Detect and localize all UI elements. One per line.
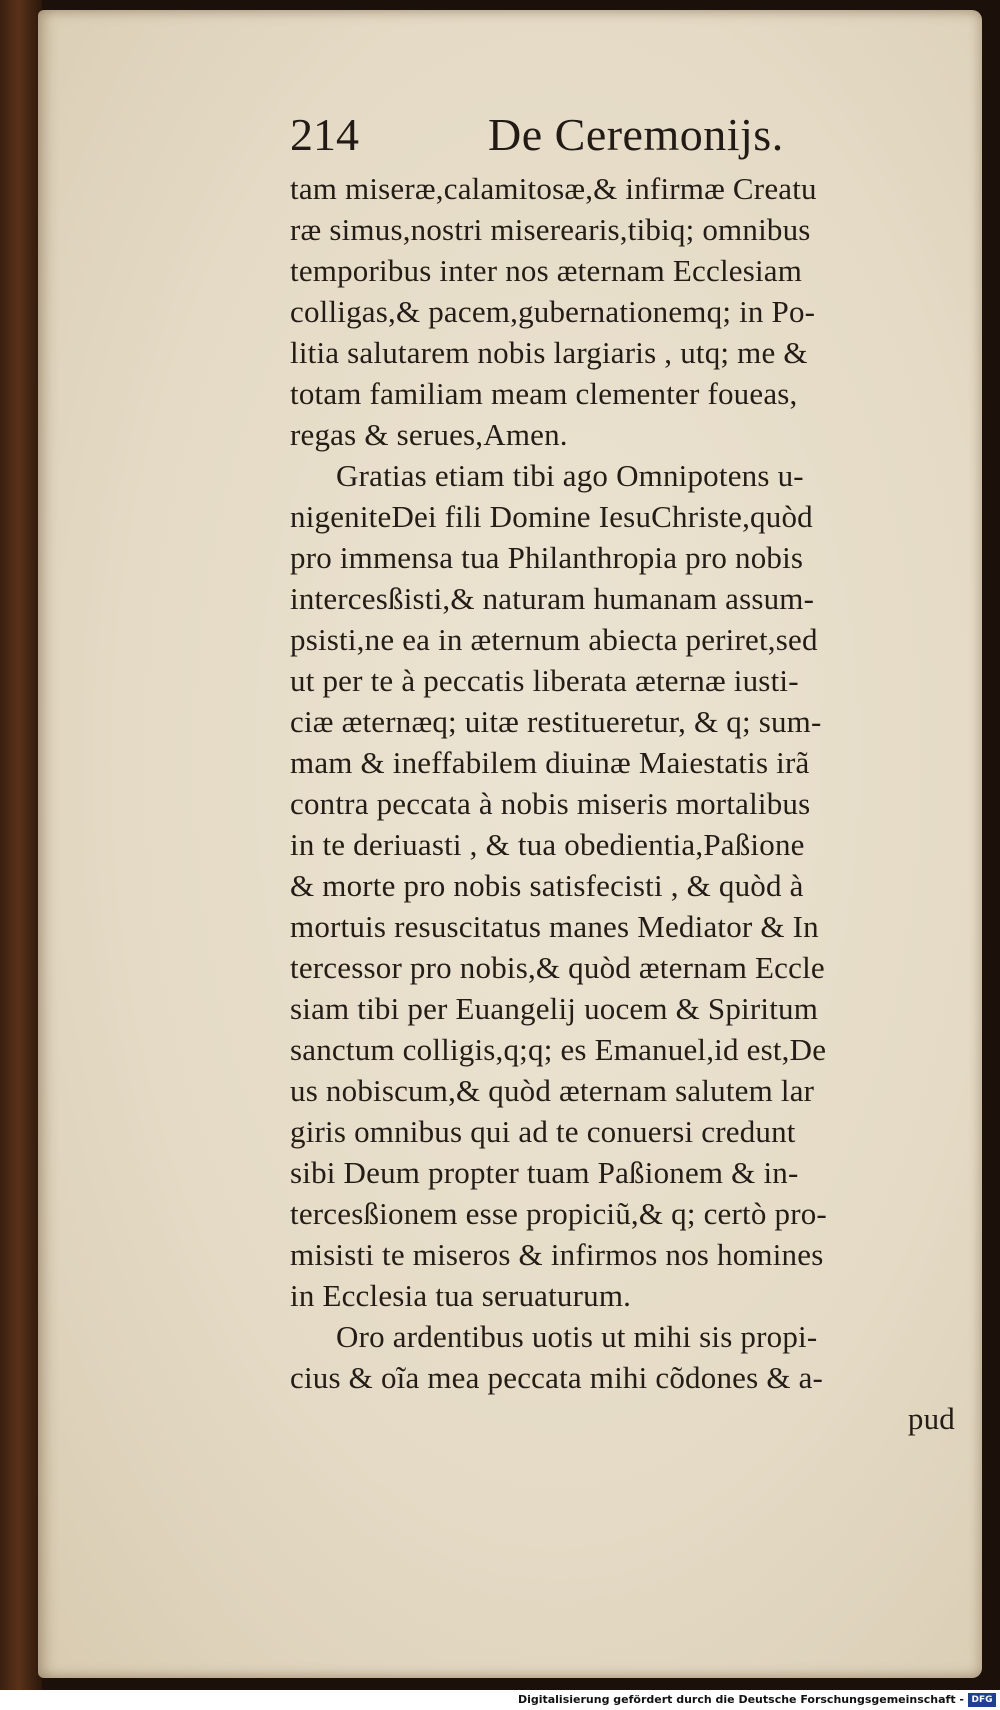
- running-head: De Ceremonijs.: [488, 109, 784, 160]
- dfg-logo: DFG: [968, 1693, 996, 1707]
- text-line: misisti te miseros & infirmos nos homines: [290, 1237, 824, 1272]
- funding-credit: Digitalisierung gefördert durch die Deutsche Forschungsgemeinschaft -: [517, 1693, 964, 1706]
- body-text: [290, 168, 955, 1439]
- text-line: contra peccata à nobis miseris mortalibus: [290, 786, 811, 821]
- text-line: sanctum colligis,q;q; es Emanuel,id est,De: [290, 1032, 827, 1067]
- text-line: ræ simus,nostri miserearis,tibiq; omnibus: [290, 212, 811, 247]
- text-line: siam tibi per Euangelij uocem & Spiritum: [290, 991, 819, 1026]
- page-header: [290, 108, 810, 164]
- paragraph-start-line: Gratias etiam tibi ago Omnipotens u-: [336, 458, 804, 493]
- text-line: litia salutarem nobis largiaris , utq; me &: [290, 335, 808, 370]
- text-line: giris omnibus qui ad te conuersi credunt: [290, 1114, 796, 1149]
- text-line: in Ecclesia tua seruaturum.: [290, 1278, 632, 1313]
- text-line: tercesßionem esse propiciũ,& q; certò pro-: [290, 1196, 827, 1231]
- text-line: regas & serues,Amen.: [290, 417, 568, 452]
- text-line: cius & oĩa mea peccata mihi cõdones & a-: [290, 1360, 824, 1395]
- text-line: totam familiam meam clementer foueas,: [290, 376, 798, 411]
- text-line: ciæ æternæq; uitæ restitueretur, & q; sum-: [290, 704, 822, 739]
- catchword: pud: [907, 1401, 955, 1436]
- text-line: tam miseræ,calamitosæ,& infirmæ Creatu: [290, 171, 817, 206]
- text-line: us nobiscum,& quòd æternam salutem lar: [290, 1073, 815, 1108]
- text-line: pro immensa tua Philanthropia pro nobis: [290, 540, 804, 575]
- paragraph-start-line: Oro ardentibus uotis ut mihi sis propi-: [336, 1319, 818, 1354]
- text-line: tercessor pro nobis,& quòd æternam Eccle: [290, 950, 825, 985]
- book-binding-edge: [0, 0, 42, 1690]
- text-line: mam & ineffabilem diuinæ Maiestatis irã: [290, 745, 810, 780]
- text-line: ut per te à peccatis liberata æternæ iusti-: [290, 663, 799, 698]
- text-line: temporibus inter nos æternam Ecclesiam: [290, 253, 803, 288]
- page-number: 214: [290, 109, 359, 160]
- digitization-footer: [0, 1690, 1000, 1710]
- text-line: psisti,ne ea in æternum abiecta periret,sed: [290, 622, 818, 657]
- text-line: colligas,& pacem,gubernationemq; in Po-: [290, 294, 816, 329]
- text-line: intercesßisti,& naturam humanam assum-: [290, 581, 815, 616]
- text-line: mortuis resuscitatus manes Mediator & In: [290, 909, 819, 944]
- text-line: nigeniteDei fili Domine IesuChriste,quòd: [290, 499, 813, 534]
- text-line: in te deriuasti , & tua obedientia,Paßione: [290, 827, 805, 862]
- text-line: sibi Deum propter tuam Paßionem & in-: [290, 1155, 799, 1190]
- text-line: & morte pro nobis satisfecisti , & quòd à: [290, 868, 804, 903]
